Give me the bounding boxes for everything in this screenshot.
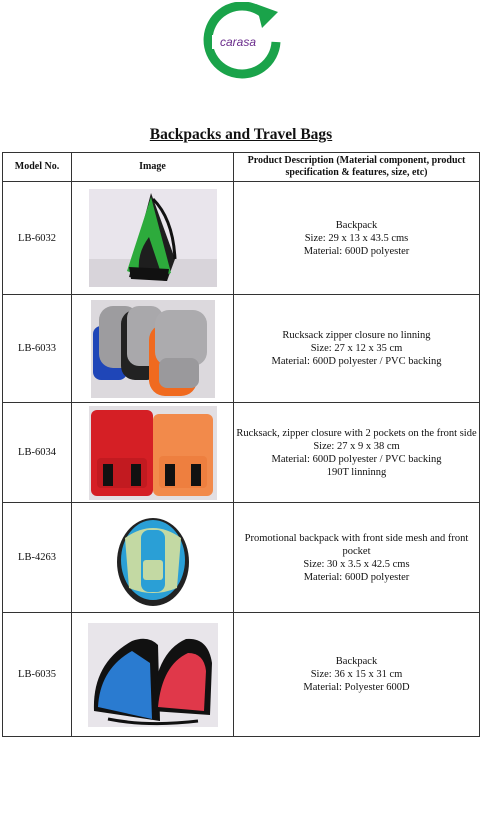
carasa-logo: [198, 2, 284, 84]
product-image-cell: [72, 613, 234, 737]
model-number: LB-6034: [3, 403, 72, 503]
table-row: [3, 295, 480, 403]
description-line: Promotional backpack with front side mesh and front pocket: [244, 532, 469, 557]
product-image-cell: [72, 182, 234, 295]
product-description: [234, 182, 480, 295]
header-image: Image: [72, 153, 234, 182]
product-image-cell: [72, 403, 234, 503]
page-title: Backpacks and Travel Bags: [149, 126, 333, 143]
product-description: [234, 503, 480, 613]
description-line: Size: 27 x 12 x 35 cm: [310, 343, 403, 354]
description-line: Rucksack, zipper closure with 2 pockets on the front side: [236, 427, 477, 439]
table-row: [3, 403, 480, 503]
description-line: Material: Polyester 600D: [303, 682, 410, 693]
product-image-cell: [72, 503, 234, 613]
product-description: [234, 403, 480, 503]
table-header-row: [3, 153, 480, 182]
product-photo-sling-backpacks: [88, 623, 218, 727]
model-number: LB-6033: [3, 295, 72, 403]
header-description: Product Description (Material component, product specification & features, size, etc): [234, 153, 480, 182]
description-line: Rucksack zipper closure no linning: [282, 330, 431, 341]
product-description: [234, 295, 480, 403]
product-photo-green-sling-backpack: [89, 189, 217, 287]
model-number: LB-6035: [3, 613, 72, 737]
description-line: Backpack: [335, 219, 378, 231]
product-photo-red-orange-rucksacks: [89, 406, 217, 500]
product-table: [2, 152, 480, 737]
product-image-cell: [72, 295, 234, 403]
description-line: Size: 30 x 3.5 x 42.5 cms: [303, 558, 410, 570]
description-line: Material: 600D polyester / PVC backing: [271, 356, 442, 367]
table-row: [3, 503, 480, 613]
svg-text:carasa: carasa: [219, 35, 257, 49]
model-number: LB-4263: [3, 503, 72, 613]
table-row: [3, 182, 480, 295]
description-line: Material: 600D polyester / PVC backing: [271, 453, 442, 465]
description-line: 190T linninng: [326, 466, 387, 478]
description-line: Size: 36 x 15 x 31 cm: [310, 669, 403, 680]
description-line: Material: 600D polyester: [303, 571, 410, 583]
product-photo-rucksacks: [91, 300, 215, 398]
description-line: Backpack: [335, 656, 378, 667]
model-number: LB-6032: [3, 182, 72, 295]
table-row: [3, 613, 480, 737]
description-line: Material: 600D polyester: [303, 245, 410, 257]
description-line: Size: 29 x 13 x 43.5 cms: [304, 232, 409, 244]
product-description: [234, 613, 480, 737]
description-line: Size: 27 x 9 x 38 cm: [313, 440, 400, 452]
product-photo-blue-green-backpack: [113, 508, 193, 608]
header-model: Model No.: [3, 153, 72, 182]
